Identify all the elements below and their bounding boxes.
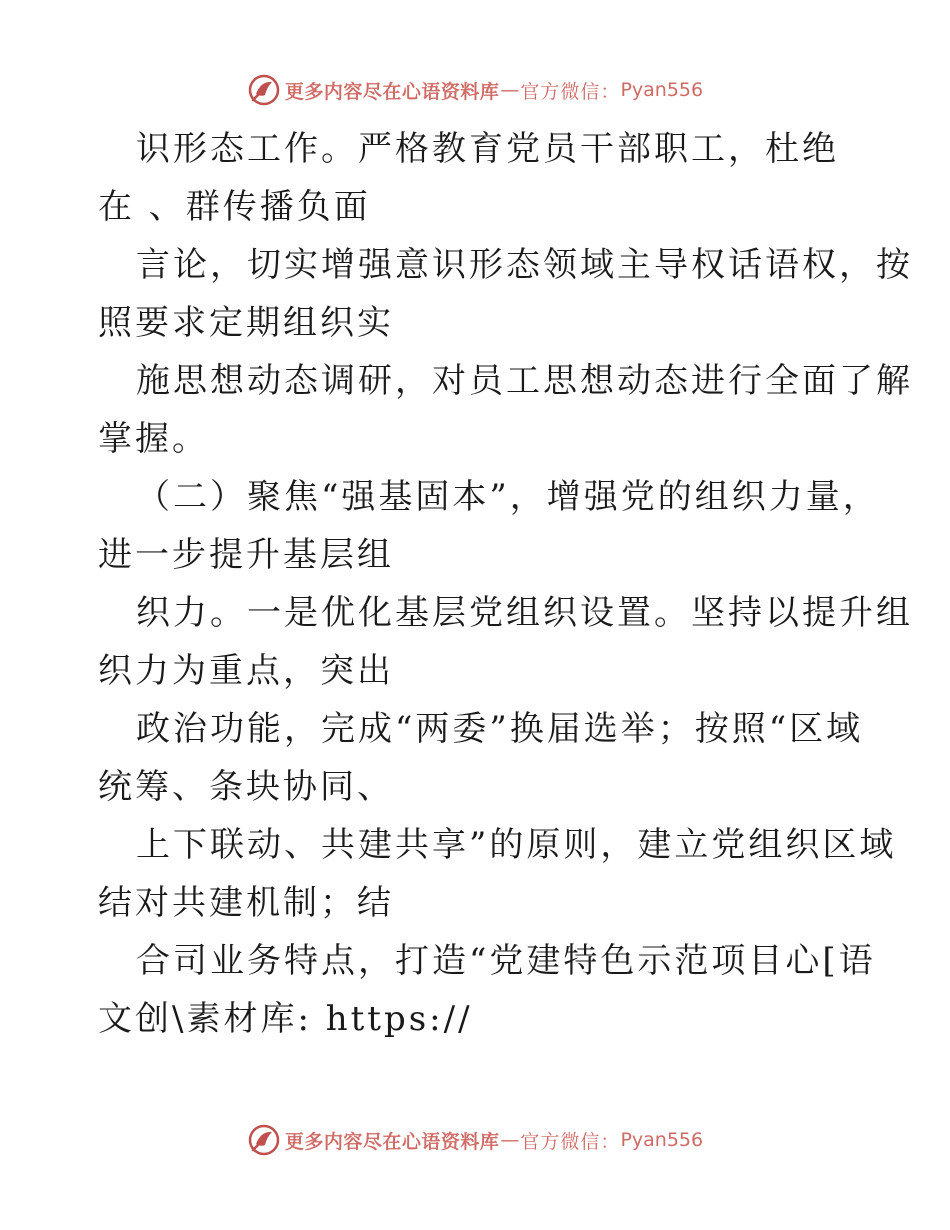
- footer-watermark: [0, 1120, 950, 1160]
- text-line-9: 织力。一是优化基层党组织设置。坚持以提升组: [136, 593, 913, 633]
- text-line-12: 统筹、条块协同、: [98, 767, 394, 807]
- text-line-8: 进一步提升基层组: [98, 535, 394, 575]
- watermark-title: 更多内容尽在心语资料库: [284, 80, 500, 103]
- text-line-1: 识形态工作。严格教育党员干部职工，杜绝: [136, 129, 839, 169]
- watermark-title: 更多内容尽在心语资料库: [284, 1130, 500, 1153]
- text-line-2: 在 、群传播负面: [98, 187, 371, 227]
- watermark-official-label: 官方微信：: [520, 80, 621, 103]
- watermark-dash: —: [500, 1129, 520, 1151]
- text-line-16: 文创\素材库: https://: [98, 999, 473, 1039]
- text-line-15: 合司业务特点，打造“党建特色示范项目心[语: [136, 941, 876, 981]
- text-line-6: 掌握。: [98, 419, 209, 459]
- text-line-10: 织力为重点，突出: [98, 651, 394, 691]
- logo-icon: [247, 73, 281, 107]
- text-line-3: 言论，切实增强意识形态领域主导权话语权，按: [136, 245, 913, 285]
- text-line-7: （二）聚焦“强基固本”，增强党的组织力量，: [136, 477, 880, 517]
- watermark-dash: —: [500, 79, 520, 101]
- text-line-13: 上下联动、共建共享”的原则，建立党组织区域: [136, 825, 897, 865]
- text-line-5: 施思想动态调研，对员工思想动态进行全面了解: [136, 361, 913, 401]
- watermark-wechat-id: Pyan556: [620, 1129, 704, 1151]
- logo-icon: [247, 1123, 281, 1157]
- watermark-official-label: 官方微信：: [520, 1130, 621, 1153]
- header-watermark: [0, 70, 950, 110]
- text-line-4: 照要求定期组织实: [98, 303, 394, 343]
- watermark-wechat-id: Pyan556: [620, 79, 704, 101]
- text-line-14: 结对共建机制；结: [98, 883, 394, 923]
- text-line-11: 政治功能，完成“两委”换届选举；按照“区域: [136, 709, 864, 749]
